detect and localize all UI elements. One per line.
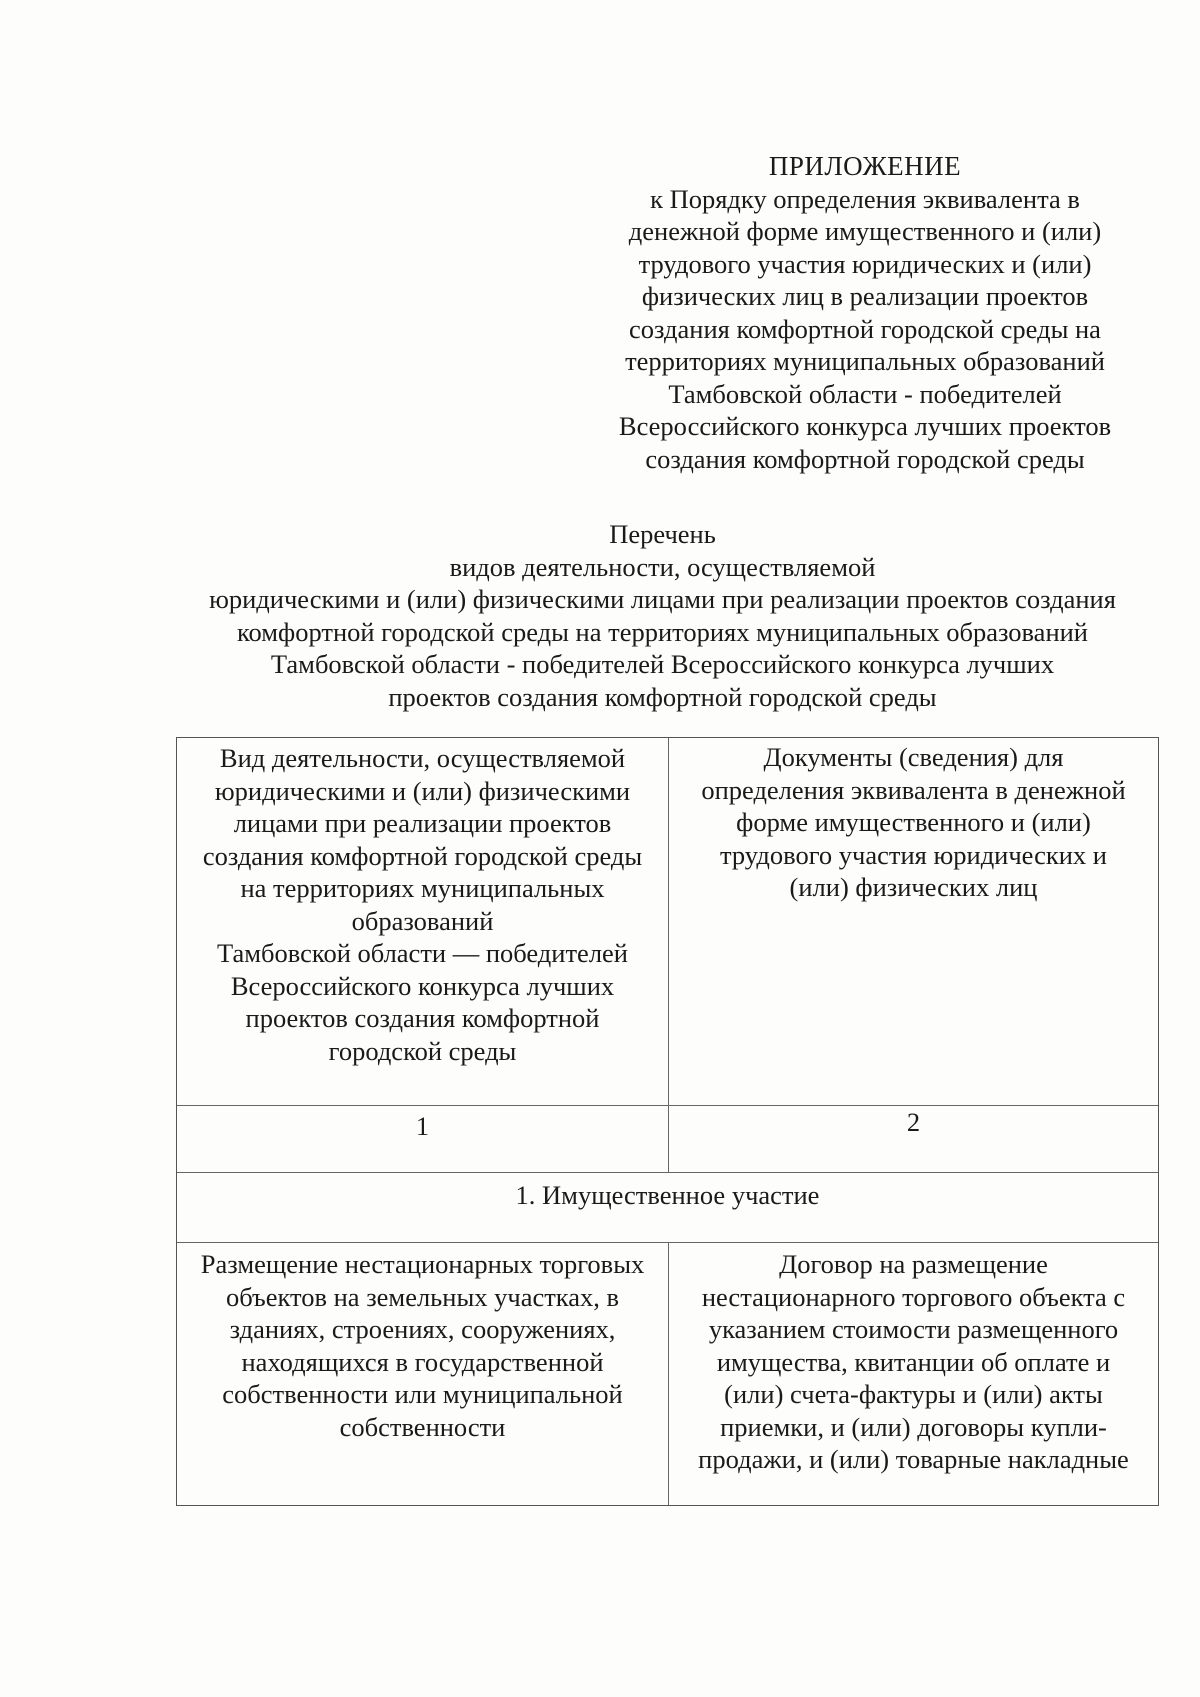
cell-line: собственности (339, 1411, 506, 1442)
cell-line: объектов на земельных участках, в (225, 1281, 620, 1312)
header-cell-documents (669, 738, 1158, 1105)
list-heading: Перечень (609, 519, 716, 549)
list-title-line: Тамбовской области - победителей Всероссийского конкурса лучших (270, 649, 1055, 679)
table-header-row (177, 738, 1158, 1106)
cell-line: проектов создания комфортной (245, 1003, 600, 1033)
appendix-line: денежной форме имущественного и (или) (628, 216, 1102, 246)
cell-line: создания комфортной городской среды (202, 840, 643, 871)
table-row (177, 1243, 1158, 1505)
cell-line: определения эквивалента в денежной (701, 774, 1126, 805)
cell-line: трудового участия юридических и (720, 839, 1107, 870)
appendix-line: к Порядку определения эквивалента в (650, 183, 1080, 214)
cell-line: городской среды (328, 1035, 517, 1066)
cell-line: Вид деятельности, осуществляемой (219, 743, 626, 773)
section-title: 1. Имущественное участие (515, 1180, 820, 1210)
header-cell-activity (177, 738, 669, 1105)
cell-line: юридическими и (или) физическими (214, 775, 631, 806)
appendix-title: ПРИЛОЖЕНИЕ (768, 151, 962, 181)
table-number-row (177, 1106, 1158, 1173)
cell-line: находящихся в государственной (241, 1346, 604, 1377)
cell-line: лицами при реализации проектов (233, 808, 612, 838)
appendix-line: создания комфортной городской среды (645, 443, 1085, 474)
appendix-line: Всероссийского конкурса лучших проектов (618, 411, 1112, 441)
column-number-2 (669, 1106, 1158, 1172)
cell-line: (или) физических лиц (789, 872, 1038, 902)
appendix-header (585, 150, 1145, 475)
cell-line: Всероссийского конкурса лучших (230, 970, 615, 1001)
cell-line: образований (351, 905, 494, 936)
cell-line: собственности или муниципальной (222, 1379, 623, 1409)
cell-line: приемки, и (или) договоры купли- (720, 1411, 1107, 1442)
list-title-line: проектов создания комфортной городской среды (388, 681, 937, 712)
cell-line: на территориях муниципальных (240, 873, 605, 903)
appendix-line: территориях муниципальных образований (625, 346, 1105, 376)
column-number-1 (177, 1106, 669, 1172)
cell-line: 1 (415, 1111, 430, 1141)
cell-line: Тамбовской области — победителей (217, 938, 628, 968)
cell-line: указанием стоимости размещенного (708, 1314, 1119, 1344)
list-title-line: комфортной городской среды на территориях муниципальных образований (237, 616, 1088, 647)
list-title (150, 518, 1175, 713)
cell-line: продажи, и (или) товарные накладные (698, 1444, 1129, 1474)
activity-cell (177, 1243, 669, 1505)
appendix-line: трудового участия юридических и (или) (638, 248, 1092, 279)
table-section-row (177, 1173, 1158, 1243)
documents-cell (669, 1243, 1158, 1505)
cell-line: Документы (сведения) для (763, 742, 1064, 772)
cell-line: имущества, квитанции об оплате и (716, 1346, 1111, 1377)
cell-line: Размещение нестационарных торговых (200, 1249, 645, 1279)
activity-table (176, 737, 1159, 1506)
cell-line: нестационарного торгового объекта с (701, 1281, 1126, 1312)
list-title-line: юридическими и (или) физическими лицами при реализации проектов создания (209, 584, 1116, 614)
cell-line: (или) счета-фактуры и (или) акты (724, 1379, 1103, 1409)
appendix-line: физических лиц в реализации проектов (641, 281, 1089, 311)
appendix-line: Тамбовской области - победителей (668, 378, 1062, 409)
list-title-line: видов деятельности, осуществляемой (449, 551, 876, 582)
cell-line: 2 (906, 1107, 921, 1137)
cell-line: Договор на размещение (779, 1249, 1048, 1279)
cell-line: форме имущественного и (или) (736, 807, 1091, 837)
appendix-line: создания комфортной городской среды на (629, 313, 1101, 344)
cell-line: зданиях, строениях, сооружениях, (229, 1314, 616, 1344)
